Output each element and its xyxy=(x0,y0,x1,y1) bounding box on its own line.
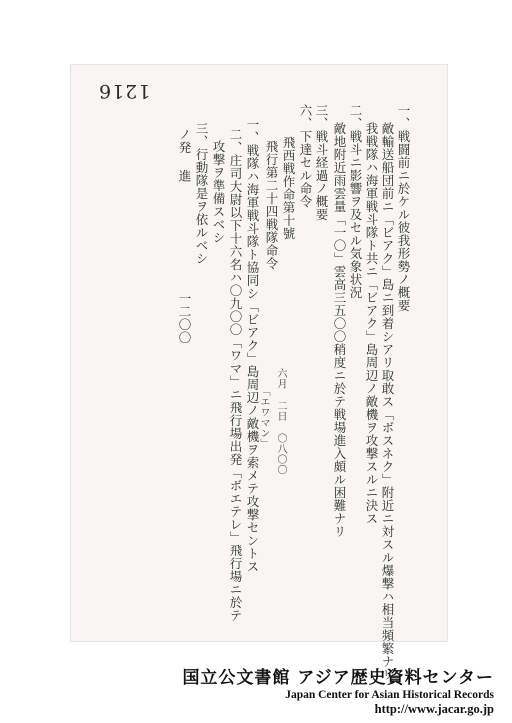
text-column-2: 敵輸送船団前ニ「ビアク」島ニ到着シアリ取敢ス「ボスネク」附近ニ対スル爆撃ハ相当頻繁ナリ xyxy=(380,122,395,681)
archive-name-english: Japan Center for Asian Historical Records xyxy=(285,689,494,701)
text-column-3: 我戦隊ハ海軍戦斗隊ト共ニ「ビアク」島周辺ノ敵機ヲ攻撃スルニ決ス xyxy=(364,122,379,525)
archive-name-japanese: 国立公文書館 アジア歴史資料センター xyxy=(182,668,494,688)
text-column-7: 六、下達セル命令 xyxy=(298,104,313,208)
text-column-1: 一、戦闘前ニ於ケル彼我形勢ノ概要 xyxy=(396,104,411,312)
text-column-14: ノ発 進 xyxy=(177,128,192,183)
text-column-11: 二、庄司大尉以下十六名ハ〇九〇〇「ワマ」ニ飛行場出発「ボエテレ」飛行場ニ於テ xyxy=(228,128,243,622)
text-column-4: 二、戦斗ニ影響ヲ及セル気象状況 xyxy=(348,104,363,299)
text-column-9: 飛行第二十四戦隊命令 xyxy=(264,140,279,270)
text-column-15: 一二〇〇 xyxy=(177,292,192,344)
text-column-date: 六月 二日 〇八〇〇 xyxy=(275,368,286,475)
text-column-place: 「エワマン」 xyxy=(258,386,269,449)
page-number: 1216 xyxy=(98,80,151,102)
text-column-8: 飛西戦作命第十號 xyxy=(281,136,296,240)
text-column-12: 攻撃ヲ準備スベシ xyxy=(211,140,226,244)
text-column-5: 敵地附近雨雲量「一〇」雲高三五〇〇稍度ニ於テ戦場進入頗ル困難ナリ xyxy=(332,122,347,538)
text-column-10: 一、戦隊ハ海軍戦斗隊ト協同シ「ビアク」島周辺ノ敵機ヲ索メテ攻撃セントス xyxy=(245,118,260,573)
text-column-6: 三、戦斗経過ノ概要 xyxy=(314,104,329,221)
archive-url[interactable]: http://www.jacar.go.jp xyxy=(374,702,494,716)
text-column-13: 三、行動隊是ヲ依ルベシ xyxy=(194,122,209,265)
archive-footer xyxy=(182,668,494,717)
